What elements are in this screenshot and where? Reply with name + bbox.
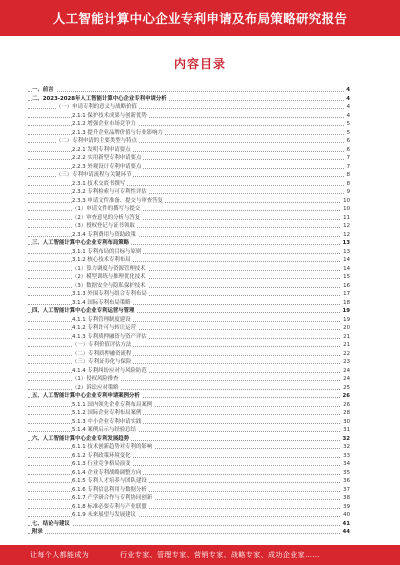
toc-entry[interactable] — [28, 120, 350, 129]
toc-entry[interactable] — [28, 443, 350, 452]
toc-entry-label: 6.1.7 产学研合作与专利协同创新 — [72, 495, 153, 501]
toc-entry-label: 5.1.4 案例启示与经验总结 — [72, 427, 136, 433]
toc-entry[interactable] — [28, 214, 350, 223]
toc-entry[interactable] — [28, 239, 350, 248]
toc-entry-label: 二、2023-2028年人工智能计算中心企业专利申请分析 — [32, 95, 167, 102]
toc-entry[interactable] — [28, 231, 350, 240]
toc-entry-label: （三）专利申请流程与关键环节 — [56, 172, 132, 178]
toc-entry[interactable] — [28, 409, 350, 418]
toc-entry-label: （一）申请专利的意义与战略价值 — [56, 104, 137, 110]
toc-entry-label: 6.1.1 技术创新趋势对专利的影响 — [72, 444, 153, 450]
toc-entry-page: 21 — [343, 333, 350, 340]
toc-entry[interactable] — [28, 494, 350, 503]
toc-entry-label: （2）模型训练与推理优化技术 — [72, 274, 146, 280]
toc-entry-page: 38 — [343, 495, 350, 501]
toc-entry[interactable] — [28, 154, 350, 163]
toc-entry-page: 19 — [342, 308, 350, 314]
toc-entry[interactable] — [28, 129, 350, 138]
toc-entry[interactable] — [28, 197, 350, 206]
toc-entry-label: 6.1.6 专利信息利用与数据分析 — [72, 486, 147, 493]
toc-entry-page: 41 — [342, 520, 350, 527]
toc-entry[interactable] — [28, 324, 350, 333]
toc-entry-page: 24 — [343, 367, 350, 374]
toc-entry-label: 2.1.2 增强企业市场竞争力 — [72, 121, 136, 127]
toc-entry-page: 10 — [343, 197, 350, 204]
toc-entry-label: （一）专利价值评估方法 — [72, 342, 132, 348]
toc-entry-label: 4.1.1 专利管理制度建设 — [72, 316, 131, 323]
toc-entry-page: 36 — [343, 478, 350, 484]
toc-entry-page: 6 — [346, 146, 350, 153]
toc-entry-label: 4.1.2 专利许可与转让运营 — [72, 325, 136, 331]
toc-entry[interactable] — [28, 528, 350, 537]
toc-entry-page: 24 — [343, 376, 350, 382]
toc-entry-page: 40 — [343, 512, 350, 518]
toc-entry[interactable] — [28, 401, 350, 410]
toc-entry-label: 5.1.2 国际企业专利布局案例 — [72, 410, 142, 416]
toc-entry[interactable] — [28, 418, 350, 427]
toc-entry-label: （2）审查意见的分析与答复 — [72, 214, 141, 221]
toc-entry[interactable] — [28, 477, 350, 486]
toc-entry-label: （3）数据安全与隐私保护技术 — [72, 282, 146, 289]
toc-entry-label: （2）诉讼应对策略 — [72, 384, 119, 391]
toc-entry-page: 21 — [343, 342, 350, 348]
toc-entry-page: 25 — [343, 384, 350, 391]
toc-entry-label: 七、结论与建议 — [32, 520, 70, 527]
toc-leader-dots — [28, 91, 350, 92]
toc-entry-page: 13 — [343, 248, 350, 255]
toc-entry-page: 31 — [343, 427, 350, 433]
toc-entry-label: 6.1.8 标准必要专利与产业联盟 — [72, 503, 147, 510]
toc-entry-page: 28 — [343, 410, 350, 416]
toc-entry[interactable] — [28, 248, 350, 257]
toc-entry-label: （三）专利证券化与保险 — [72, 359, 132, 365]
toc-entry-page: 44 — [342, 529, 350, 535]
toc-entry[interactable] — [28, 205, 350, 214]
toc-entry[interactable] — [28, 460, 350, 469]
toc-entry-label: （二）专利质押融资流程 — [72, 350, 132, 357]
toc-entry-label: 6.1.3 行业竞争格局演变 — [72, 461, 131, 467]
toc-entry-label: 六、人工智能计算中心企业专利发展趋势 — [32, 435, 130, 442]
toc-entry[interactable] — [28, 520, 350, 529]
toc-entry-page: 7 — [346, 163, 350, 170]
toc-entry-page: 4 — [346, 95, 350, 102]
toc-entry[interactable] — [28, 171, 350, 180]
toc-entry-label: 五、人工智能计算中心企业专利申请案例分析 — [32, 393, 140, 399]
toc-entry[interactable] — [28, 299, 350, 308]
toc-entry-label: 6.1.2 专利政策环境变化 — [72, 452, 131, 459]
toc-entry-page: 14 — [343, 257, 350, 263]
toc-entry[interactable] — [28, 469, 350, 478]
toc-entry-label: 6.1.5 专利人才培养与团队建设 — [72, 478, 147, 484]
toc-entry-page: 33 — [343, 452, 350, 459]
toc-entry[interactable] — [28, 511, 350, 520]
toc-entry[interactable] — [28, 452, 350, 461]
toc-entry[interactable] — [28, 316, 350, 325]
toc-entry-page: 8 — [346, 180, 350, 187]
toc-entry-label: 6.1.9 未来展望与发展建议 — [72, 512, 136, 518]
toc-entry[interactable] — [28, 375, 350, 384]
toc-entry-label: 2.3.2 专利检索与可专利性评估 — [72, 189, 147, 195]
footer-roles: 行业专家、管理专家、营销专家、战略专家、成功企业家…… — [120, 551, 320, 559]
toc-entry-label: 2.3.1 技术交底书撰写 — [72, 180, 126, 187]
toc-entry-page: 20 — [343, 325, 350, 331]
toc-entry[interactable] — [28, 265, 350, 274]
toc-entry-label: 2.2.3 外观设计专利申请要点 — [72, 163, 142, 170]
toc-entry[interactable] — [28, 256, 350, 265]
toc-entry[interactable] — [28, 95, 350, 104]
toc-entry[interactable] — [28, 188, 350, 197]
toc-entry-label: 2.2.2 实用新型专利申请要点 — [72, 155, 142, 161]
footer-bar — [0, 545, 400, 565]
toc-entry[interactable] — [28, 222, 350, 231]
toc-entry-label: （3）授权登记与证书领取 — [72, 223, 135, 229]
toc-entry[interactable] — [28, 486, 350, 495]
toc-entry-label: 3.1.2 核心技术专利布局 — [72, 257, 131, 263]
toc-entry-label: 一、前言 — [32, 87, 54, 93]
toc-entry[interactable] — [28, 503, 350, 512]
toc-entry-page: 7 — [346, 155, 350, 161]
toc-entry-page: 19 — [343, 316, 350, 323]
toc-entry-page: 15 — [343, 274, 350, 280]
toc-entry-page: 10 — [343, 206, 350, 212]
toc-entry-page: 35 — [343, 469, 350, 476]
toc-entry-label: 4.1.3 专利质押融资与资产评估 — [72, 333, 147, 340]
toc-entry-page: 9 — [346, 189, 350, 195]
footer-slogan: 让每个人都能成为 — [30, 551, 90, 559]
toc-entry[interactable] — [28, 358, 350, 367]
toc-entry-page: 16 — [343, 282, 350, 289]
toc-entry[interactable] — [28, 103, 350, 112]
toc-entry[interactable] — [28, 392, 350, 401]
toc-entry-label: 2.2.1 发明专利申请要点 — [72, 146, 131, 153]
toc-entry-label: （1）侵权风险排查 — [72, 376, 119, 382]
toc-entry-page: 39 — [343, 503, 350, 510]
toc-entry[interactable] — [28, 426, 350, 435]
toc-entry-page: 4 — [346, 104, 350, 110]
toc-entry-label: 2.3.3 申请文件准备、提交与审查答复 — [72, 197, 163, 204]
toc-entry[interactable] — [28, 384, 350, 393]
toc-entry[interactable] — [28, 333, 350, 342]
toc-entry-label: 2.1.1 保护技术成果与创新优势 — [72, 112, 147, 119]
toc-entry-label: （二）专利申请的主要类型与特点 — [56, 138, 137, 144]
toc-entry[interactable] — [28, 290, 350, 299]
toc-leader-dots — [28, 525, 350, 526]
toc-entry[interactable] — [28, 350, 350, 359]
toc-entry-page: 12 — [343, 223, 350, 229]
toc-entry[interactable] — [28, 282, 350, 291]
toc-entry[interactable] — [28, 435, 350, 444]
toc-entry-label: 5.1.1 国内领先企业专利布局案例 — [72, 401, 153, 408]
toc-entry-page: 32 — [343, 444, 350, 450]
toc-entry-page: 17 — [343, 291, 350, 297]
toc-entry[interactable] — [28, 86, 350, 95]
toc-entry-page: 32 — [342, 435, 350, 442]
report-header-bar — [0, 0, 400, 36]
toc-entry-page: 37 — [343, 486, 350, 493]
toc-entry-page: 4 — [346, 112, 350, 119]
toc-entry-label: （1）申请文件的撰写与提交 — [72, 206, 141, 212]
toc-entry-page: 5 — [346, 129, 350, 136]
toc-entry-label: 2.3.4 专利费用与资助政策 — [72, 231, 136, 238]
toc-entry-label: 四、人工智能计算中心企业专利运营与管理 — [32, 308, 135, 314]
toc-entry-page: 6 — [346, 138, 350, 144]
toc-entry-label: 6.1.4 企业专利战略调整方向 — [72, 469, 142, 476]
toc-entry-page: 11 — [343, 214, 350, 221]
toc-entry-page: 22 — [343, 350, 350, 357]
toc-entry-label: 5.1.3 中小企业专利申请实践 — [72, 418, 142, 425]
toc-leader-dots — [28, 533, 350, 534]
toc-entry-page: 4 — [346, 87, 350, 93]
toc-entry-label: 3.1.1 专利布局的目标与原则 — [72, 248, 142, 255]
toc-entry-label: （1）算力调度与资源管理技术 — [72, 265, 146, 272]
toc-entry-page: 18 — [343, 299, 350, 306]
toc-entry-label: 4.1.4 专利纠纷应对与风险防范 — [72, 367, 147, 374]
toc-entry[interactable] — [28, 273, 350, 282]
toc-entry-page: 12 — [343, 231, 350, 238]
toc-entry[interactable] — [28, 146, 350, 155]
toc-entry-label: 2.1.3 提升企业品牌价值与行业影响力 — [72, 129, 163, 136]
toc-entry-page: 8 — [346, 172, 350, 178]
toc-entry-page: 23 — [343, 359, 350, 365]
toc-entry-page: 13 — [342, 240, 350, 246]
toc-entry[interactable] — [28, 307, 350, 316]
toc-entry[interactable] — [28, 112, 350, 121]
toc-entry-page: 14 — [343, 265, 350, 272]
toc-entry[interactable] — [28, 341, 350, 350]
toc-entry-label: 3.1.3 外围专利与组合专利布局 — [72, 291, 147, 297]
report-title: 人工智能计算中心企业专利申请及布局策略研究报告 — [52, 11, 348, 26]
toc-entry-label: 附录 — [32, 529, 43, 535]
toc-entry-page: 30 — [343, 418, 350, 425]
toc-entry-page: 34 — [343, 461, 350, 467]
toc-entry-label: 三、人工智能计算中心企业专利布局策略 — [32, 240, 130, 246]
toc-entry[interactable] — [28, 180, 350, 189]
table-of-contents — [28, 86, 350, 538]
toc-entry[interactable] — [28, 137, 350, 146]
toc-entry-page: 26 — [343, 401, 350, 408]
toc-entry-label: 3.1.4 国际专利布局策略 — [72, 299, 131, 306]
toc-entry-page: 5 — [346, 121, 350, 127]
toc-entry[interactable] — [28, 163, 350, 172]
toc-entry[interactable] — [28, 367, 350, 376]
toc-entry-page: 26 — [342, 393, 350, 399]
toc-heading: 内容目录 — [173, 57, 226, 71]
